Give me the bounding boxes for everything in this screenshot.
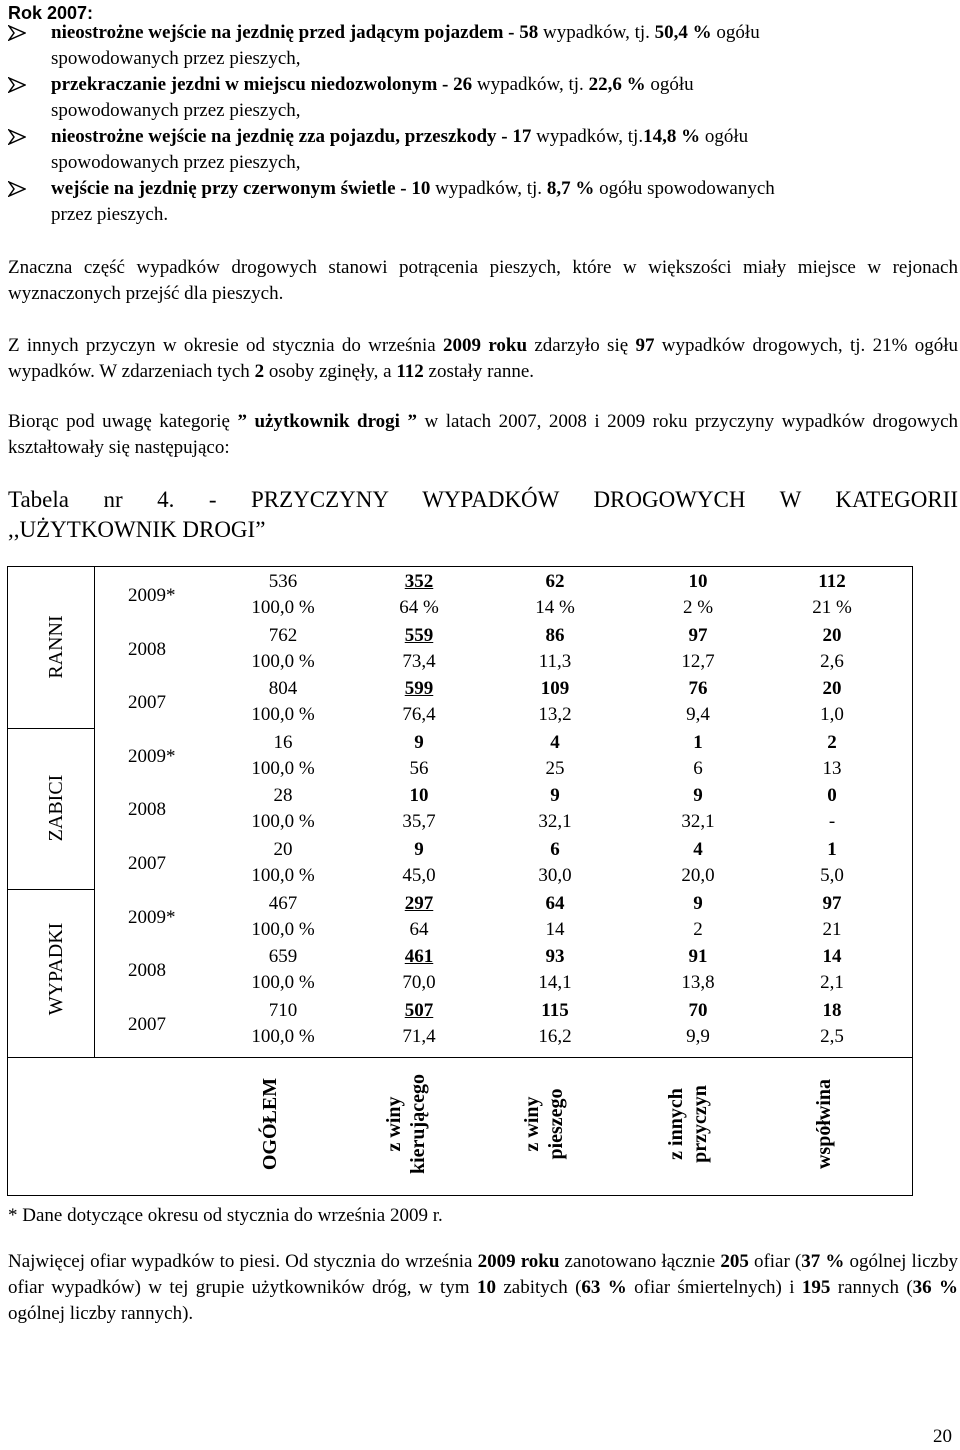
cell-percent: 100,0 %: [251, 757, 315, 779]
cell-percent: 12,7: [681, 650, 715, 672]
cell-value: 599: [404, 678, 434, 700]
arrow-bullet-icon: [8, 25, 26, 41]
cell-value: 91: [688, 946, 708, 968]
row-year: 2008: [128, 799, 166, 821]
table-title: Tabela nr 4. - PRZYCZYNY WYPADKÓW DROGOWYCH W KATEGORII: [8, 487, 958, 512]
cell-percent: 64: [409, 918, 429, 940]
column-header: współwina: [813, 1078, 835, 1170]
cell-value: 20: [822, 678, 842, 700]
cell-value: 76: [688, 678, 708, 700]
cell-percent: 9,4: [686, 704, 710, 726]
table-divider: [94, 567, 95, 1057]
cause-item: przekraczanie jezdni w miejscu niedozwolonym - 26 wypadków, tj. 22,6 % ogółu spowodowanych przez pieszych,: [8, 72, 958, 124]
cell-percent: 2,5: [820, 1025, 844, 1047]
cell-percent: 100,0 %: [251, 650, 315, 672]
section-heading: Rok 2007:: [8, 3, 94, 23]
paragraph-pedestrian-victims: Najwięcej ofiar wypadków to piesi. Od stycznia do września 2009 roku zanotowano łącznie 205 ofiar (37 % ogólnej liczby ofiar wypadków) w tej grupie użytkowników dróg, w tym 10 zabitych (63 % ofiar śmiertelnych) i 195 rannych (36 % ogólnej liczby rannych).: [8, 1251, 959, 1324]
group-label-wypadki: WYPADKI: [45, 922, 67, 1016]
cell-percent: 1,0: [820, 704, 844, 726]
cell-value: 4: [693, 839, 703, 860]
cell-value: 804: [268, 678, 298, 700]
cell-percent: 71,4: [402, 1025, 436, 1047]
cell-percent: 32,1: [538, 811, 572, 833]
cell-value: 10: [409, 785, 429, 807]
cell-value: 109: [540, 678, 570, 700]
cell-percent: 76,4: [402, 704, 436, 726]
cell-value: 86: [545, 624, 565, 646]
cell-percent: 2,6: [820, 650, 844, 672]
row-year: 2008: [128, 960, 166, 982]
row-year: 2009*: [128, 906, 176, 928]
cell-value: 64: [545, 892, 565, 914]
group-label-ranni: RANNI: [45, 615, 67, 679]
table-divider: [8, 889, 94, 890]
paragraph-road-user-category: Biorąc pod uwagę kategorię ” użytkownik drogi ” w latach 2007, 2008 i 2009 roku przyczyny wypadków drogowych kształtowały się następująco:: [8, 411, 958, 458]
row-year: 2008: [128, 638, 166, 660]
cell-value: 659: [268, 946, 298, 968]
cell-percent: 13,2: [538, 704, 572, 726]
cell-percent: 100,0 %: [251, 597, 315, 618]
table-title-continued: ,,UŻYTKOWNIK DROGI”: [8, 517, 266, 542]
cause-item: nieostrożne wejście na jezdnię zza pojazdu, przeszkody - 17 wypadków, tj.14,8 % ogółu spowodowanych przez pieszych,: [8, 124, 958, 176]
cell-value: 2: [827, 731, 837, 753]
cell-percent: 30,0: [538, 865, 572, 886]
column-header: OGÓŁEM: [259, 1077, 281, 1171]
cell-percent: 5,0: [820, 865, 844, 886]
cell-percent: 100,0 %: [251, 972, 315, 994]
cell-percent: 2 %: [682, 597, 714, 618]
cell-value: 0: [827, 785, 837, 807]
arrow-bullet-icon: [8, 129, 26, 145]
cell-percent: 32,1: [681, 811, 715, 833]
cell-percent: 14,1: [538, 972, 572, 994]
paragraph-other-causes: Z innych przyczyn w okresie od stycznia do września 2009 roku zdarzyło się 97 wypadków drogowych, tj. 21% ogółu wypadków. W zdarzeniach tych 2 osoby zginęły, a 112 zostały ranne.: [8, 335, 958, 382]
cell-value: 20: [822, 624, 842, 646]
cell-percent: -: [828, 811, 836, 833]
table-divider: [8, 728, 94, 729]
cell-percent: 16,2: [538, 1025, 572, 1047]
cell-value: 6: [550, 839, 560, 860]
cell-value: 112: [818, 571, 846, 592]
column-header: z winy pieszego: [521, 1088, 567, 1160]
cell-value: 536: [268, 571, 298, 592]
cell-percent: 21: [822, 918, 842, 940]
cell-value: 762: [268, 624, 298, 646]
cell-percent: 2,1: [820, 972, 844, 994]
cell-value: 14: [822, 946, 842, 968]
cell-value: 9: [550, 785, 560, 807]
cause-item: wejście na jezdnię przy czerwonym świetle - 10 wypadków, tj. 8,7 % ogółu spowodowanych przez pieszych.: [8, 176, 958, 228]
cell-value: 115: [541, 999, 569, 1021]
cell-value: 97: [688, 624, 708, 646]
cell-percent: 70,0: [402, 972, 436, 994]
cell-value: 18: [822, 999, 842, 1021]
cell-percent: 64 %: [399, 597, 439, 618]
cell-value: 62: [545, 571, 565, 592]
cell-value: 1: [827, 839, 837, 860]
cell-value: 93: [545, 946, 565, 968]
footnote: * Dane dotyczące okresu od stycznia do września 2009 r.: [8, 1205, 443, 1226]
cell-value: 9: [693, 785, 703, 807]
arrow-bullet-icon: [8, 181, 26, 197]
cell-value: 9: [414, 839, 424, 860]
cell-value: 467: [268, 892, 298, 914]
causes-list: [8, 20, 958, 228]
cell-value: 97: [822, 892, 842, 914]
cell-percent: 100,0 %: [251, 918, 315, 940]
cell-percent: 45,0: [402, 865, 436, 886]
cell-value: 461: [404, 946, 434, 968]
cell-percent: 14 %: [535, 597, 575, 618]
cell-percent: 2: [693, 918, 703, 940]
cell-percent: 11,3: [538, 650, 572, 672]
paragraph-pedestrian-crossings: Znaczna część wypadków drogowych stanowi potrącenia pieszych, które w większości miały miejsce w rejonach wyznaczonych przejść dla pieszych.: [8, 257, 958, 304]
cell-value: 4: [550, 731, 560, 753]
row-year: 2007: [128, 853, 166, 874]
cell-percent: 100,0 %: [251, 704, 315, 726]
cell-value: 10: [688, 571, 708, 592]
cell-percent: 6: [693, 757, 703, 779]
cell-percent: 25: [545, 757, 565, 779]
cell-percent: 20,0: [681, 865, 715, 886]
cell-percent: 100,0 %: [251, 1025, 315, 1047]
cause-item: nieostrożne wejście na jezdnię przed jadącym pojazdem - 58 wypadków, tj. 50,4 % ogółu spowodowanych przez pieszych,: [8, 20, 958, 72]
causes-table: [7, 566, 913, 1196]
group-label-zabici: ZABICI: [45, 774, 67, 842]
cell-percent: 56: [409, 757, 429, 779]
cell-percent: 100,0 %: [251, 865, 315, 886]
column-header: z innych przyczyn: [665, 1085, 711, 1163]
cell-value: 20: [273, 839, 293, 860]
cell-value: 710: [268, 999, 298, 1021]
row-year: 2007: [128, 692, 166, 714]
cell-value: 507: [404, 999, 434, 1021]
cell-percent: 100,0 %: [251, 811, 315, 833]
cell-percent: 35,7: [402, 811, 436, 833]
cell-percent: 21 %: [812, 597, 852, 618]
cell-percent: 13,8: [681, 972, 715, 994]
cell-value: 9: [414, 731, 424, 753]
arrow-bullet-icon: [8, 77, 26, 93]
cell-value: 28: [273, 785, 293, 807]
cell-value: 559: [404, 624, 434, 646]
column-header: z winy kierującego: [383, 1074, 429, 1174]
cell-percent: 14: [545, 918, 565, 940]
cell-percent: 9,9: [686, 1025, 710, 1047]
cell-percent: 73,4: [402, 650, 436, 672]
row-year: 2007: [128, 1013, 166, 1035]
cell-value: 1: [693, 731, 703, 753]
table-divider: [8, 1057, 912, 1058]
cell-value: 297: [404, 892, 434, 914]
cell-value: 9: [693, 892, 703, 914]
cell-value: 70: [688, 999, 708, 1021]
page-number: 20: [933, 1426, 952, 1447]
row-year: 2009*: [128, 585, 176, 606]
row-year: 2009*: [128, 745, 176, 767]
cell-value: 16: [273, 731, 293, 753]
cell-value: 352: [404, 571, 434, 592]
cell-percent: 13: [822, 757, 842, 779]
